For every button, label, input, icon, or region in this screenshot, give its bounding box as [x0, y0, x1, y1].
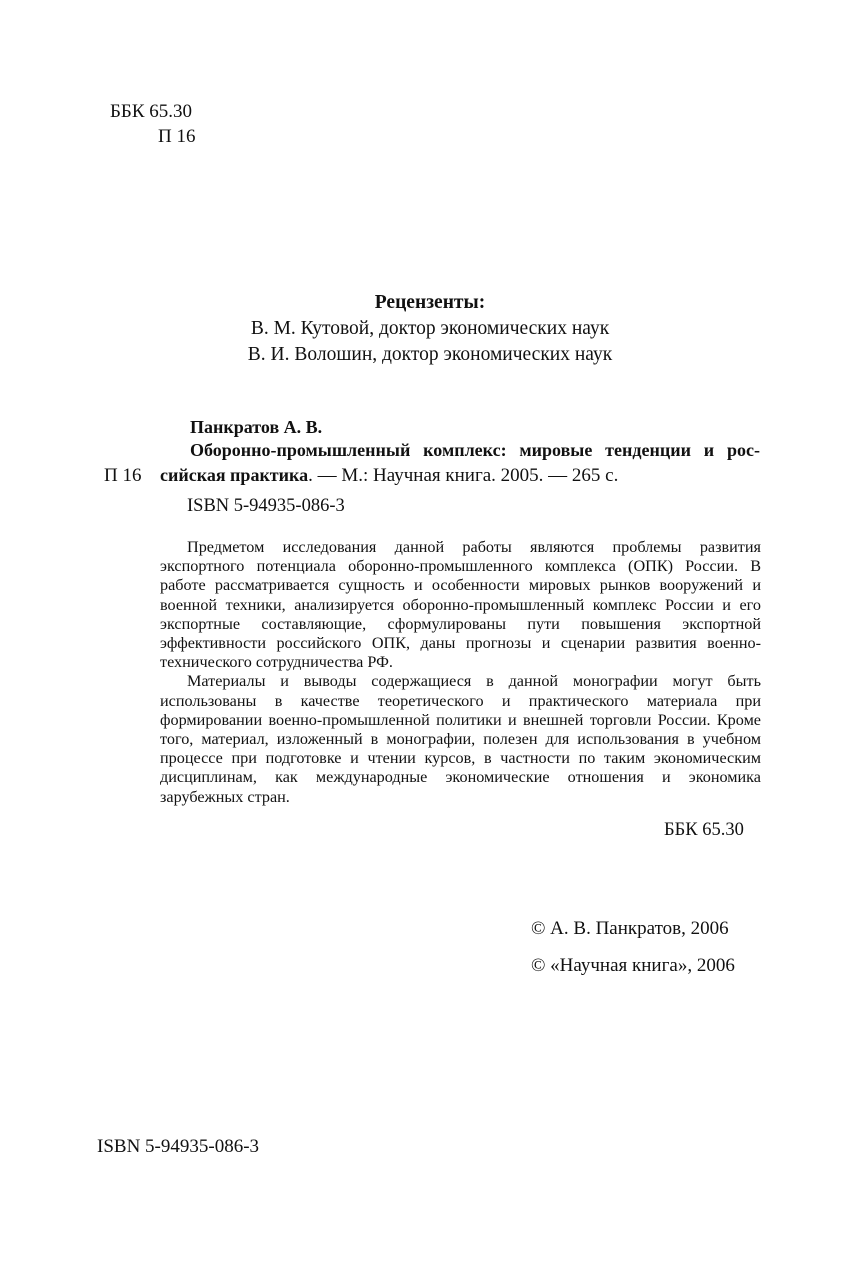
book-isbn: ISBN 5-94935-086-3 — [187, 496, 345, 516]
book-imprint: . — М.: Научная книга. 2005. — 265 с. — [308, 465, 619, 486]
book-title-block — [160, 438, 760, 488]
book-author: Панкратов А. В. — [190, 417, 323, 437]
reviewer-2: В. И. Волошин, доктор экономических наук — [247, 344, 613, 365]
copyright-publisher: © «Научная книга», 2006 — [531, 955, 735, 976]
bbk-index-top: ББК 65.30 — [110, 101, 192, 122]
book-title-end: сийская практика — [160, 465, 309, 485]
reviewers-block — [180, 290, 680, 368]
book-title-line-1: Оборонно-промышленный комплекс: мировые тенденции и рос- — [190, 440, 760, 460]
book-title-line-2 — [160, 463, 760, 488]
annotation — [160, 538, 761, 807]
copyright-author: © А. В. Панкратов, 2006 — [531, 918, 729, 939]
annotation-paragraph-2: Материалы и выводы содержащиеся в данной монографии могут быть использованы в качестве теоретического и практического материала при формировании военно-промышленной политики и внешней торговли России. Кроме того, материал, изложенный в монографии, полезен для использования в учебном процессе при подготовке и чтении курсов, в частности по таким экономическим дисциплинам, как международные экономические отношения и экономика зарубежных стран. — [160, 672, 761, 806]
annotation-paragraph-1: Предметом исследования данной работы являются проблемы развития экспортного потенциала оборонно-промышленного комплекса (ОПК) России. В работе рассматривается сущность и особенности мировых рынков вооружений и военной техники, анализируется оборонно-промышленный комплекс России и его экспортные составляющие, сформулированы пути повышения экспортной эффективности российского ОПК, даны прогнозы и сценарии развития военно-технического сотрудничества РФ. — [160, 538, 761, 672]
footer-isbn: ISBN 5-94935-086-3 — [97, 1136, 260, 1157]
reviewer-1: В. М. Кутовой, доктор экономических наук — [250, 318, 610, 339]
reviewers-heading: Рецензенты: — [374, 292, 486, 313]
author-mark-side: П 16 — [104, 465, 142, 486]
author-mark-top: П 16 — [158, 126, 196, 147]
bbk-index-bottom: ББК 65.30 — [664, 820, 744, 840]
